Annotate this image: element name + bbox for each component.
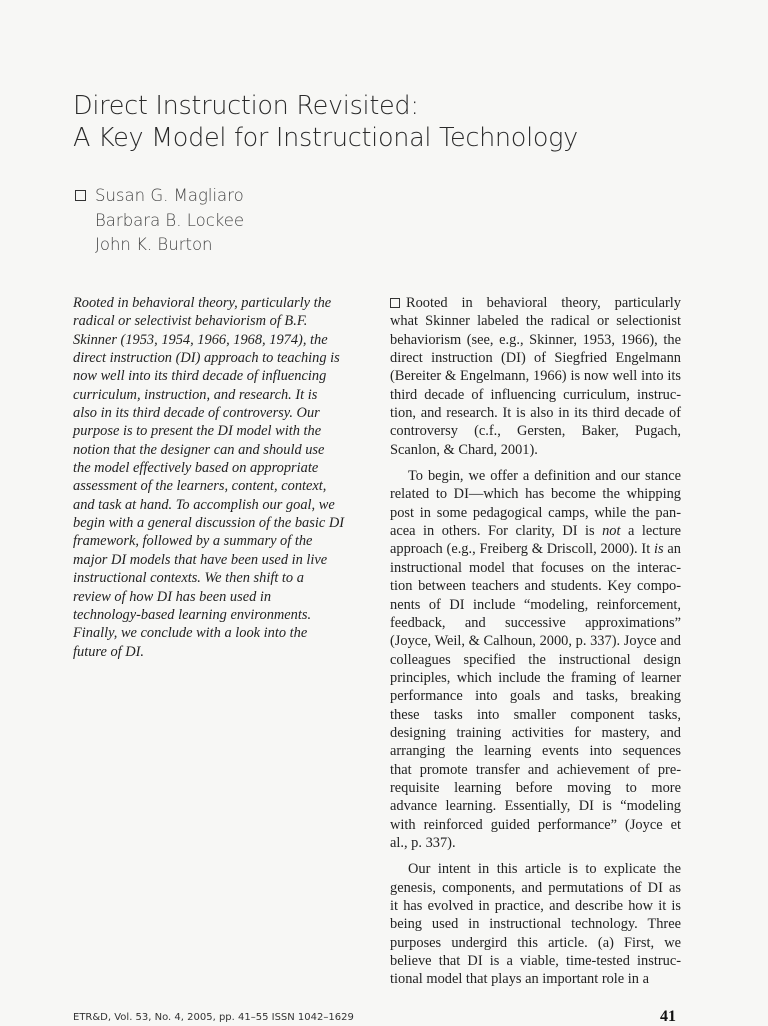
abstract-line: Finally, we conclude with a look into the	[73, 625, 308, 642]
article-title	[73, 90, 713, 154]
body-line: (Joyce, Weil, & Calhoun, 2000, p. 337). Joyce and	[390, 633, 681, 650]
body-line: being used in instructional technology. Three	[390, 916, 681, 933]
abstract-line: also in its third decade of controversy. Our	[73, 405, 320, 422]
body-line: performance into goals and tasks, breaking	[390, 688, 681, 705]
abstract-line: purpose is to present the DI model with the	[73, 423, 322, 440]
abstract-line: begin with a general discussion of the basic DI	[73, 515, 344, 532]
body-line: direct instruction (DI) of Siegfried Engelmann	[390, 350, 681, 367]
abstract-line: the model effectively based on appropriate	[73, 460, 319, 477]
citation-footer: ETR&D, Vol. 53, No. 4, 2005, pp. 41–55 ISSN 1042–1629	[73, 1012, 354, 1023]
paragraph-1	[390, 294, 681, 459]
square-bullet-icon	[390, 298, 400, 308]
abstract-line: notion that the designer can and should use	[73, 441, 325, 458]
body-line: what Skinner labeled the radical or selectionist	[390, 313, 681, 330]
abstract-line: Rooted in behavioral theory, particularly the	[73, 295, 332, 311]
abstract-line: curriculum, instruction, and research. It is	[73, 386, 318, 403]
title-line-2: A Key Model for Instructional Technology	[73, 123, 578, 153]
body-line: tion, and research. It is also in its third decade of	[390, 405, 681, 422]
abstract-line: major DI models that have been used in live	[73, 551, 328, 568]
body-line: that promote transfer and achievement of pre-	[390, 761, 681, 778]
body-line: approach (e.g., Freiberg & Driscoll, 2000). It is an	[390, 541, 681, 558]
abstract-line: review of how DI has been used in	[73, 588, 272, 605]
body-line: related to DI—which has become the whipping	[390, 486, 681, 503]
body-line: Our intent in this article is to explicate the	[408, 861, 681, 878]
author-row	[73, 184, 244, 209]
author-list	[73, 184, 244, 258]
abstract-line: future of DI.	[73, 643, 145, 660]
abstract	[73, 294, 355, 661]
body-line: genesis, components, and permutations of DI as	[390, 879, 681, 896]
paragraph-2	[390, 467, 681, 852]
body-line: controversy (c.f., Gersten, Baker, Pugach,	[390, 423, 681, 440]
body-line-text: Rooted in behavioral theory, particularly	[406, 295, 681, 311]
body-line: tional model that plays an important role in a	[390, 971, 649, 988]
body-line	[390, 294, 681, 312]
body-line: with reinforced guided performance” (Joyce et	[390, 816, 681, 833]
abstract-line: framework, followed by a summary of the	[73, 533, 313, 550]
abstract-line: technology-based learning environments.	[73, 606, 312, 623]
title-line-1: Direct Instruction Revisited:	[73, 91, 419, 121]
abstract-line: instructional contexts. We then shift to a	[73, 570, 304, 587]
body-line: feedback, and successive approximations”	[390, 614, 681, 631]
body-line: principles, which include the framing of learner	[390, 669, 681, 686]
author-row	[73, 209, 244, 234]
body-line: post in some pedagogical camps, while the pan-	[390, 504, 681, 521]
body-line: advance learning. Essentially, DI is “modeling	[390, 798, 681, 815]
abstract-line: assessment of the learners, content, context,	[73, 478, 327, 495]
body-line: acea in others. For clarity, DI is not a lecture	[390, 523, 682, 540]
paragraph-3	[390, 860, 681, 988]
author-row	[73, 233, 244, 258]
author-name: Barbara B. Lockee	[95, 210, 245, 230]
body-line: al., p. 337).	[390, 834, 456, 851]
abstract-line: now well into its third decade of influencing	[73, 368, 327, 385]
body-text	[390, 294, 681, 989]
page-number: 41	[660, 1008, 676, 1025]
body-line: To begin, we offer a definition and our stance	[408, 468, 681, 485]
body-line: behaviorism (see, e.g., Skinner, 1953, 1966), the	[390, 331, 681, 348]
body-line: Scanlon, & Chard, 2001).	[390, 441, 538, 458]
body-line: nents of DI include “modeling, reinforcement,	[390, 596, 681, 613]
author-name: Susan G. Magliaro	[95, 186, 244, 205]
body-line: believe that DI is a viable, time-tested instruc-	[390, 953, 681, 970]
body-line: arranging the learning events into sequences	[390, 743, 681, 760]
author-name: John K. Burton	[95, 235, 213, 254]
body-line: third decade of influencing curriculum, instruc-	[390, 386, 681, 403]
body-line: instructional model that focuses on the interac-	[390, 559, 681, 576]
body-line: colleagues specified the instructional design	[390, 651, 681, 668]
body-line: (Bereiter & Engelmann, 1966) is now well into its	[390, 368, 681, 385]
body-line: it has evolved in practice, and describe how it is	[390, 898, 681, 914]
body-line: purposes undergird this article. (a) First, we	[390, 934, 681, 951]
body-line: designing training activities for mastery, and	[390, 724, 681, 741]
abstract-line: direct instruction (DI) approach to teaching is	[73, 350, 340, 367]
body-line: these tasks into smaller component tasks,	[390, 706, 681, 723]
abstract-line: and task at hand. To accomplish our goal, we	[73, 496, 335, 513]
abstract-line: radical or selectivist behaviorism of B.F.	[73, 313, 308, 330]
abstract-line: Skinner (1953, 1954, 1966, 1968, 1974), the	[73, 331, 328, 348]
square-bullet-icon	[75, 190, 86, 201]
body-line: requisite learning before moving to more	[390, 779, 681, 796]
body-line: tion between teachers and students. Key compo-	[390, 578, 681, 595]
